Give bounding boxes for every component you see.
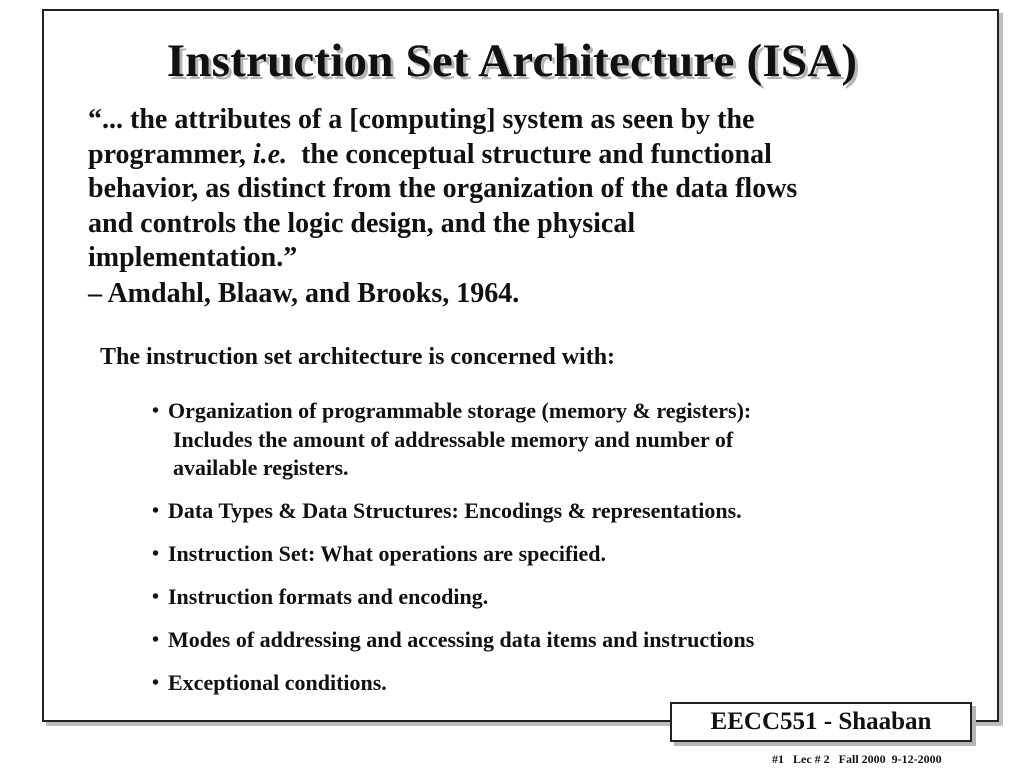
list-item (152, 540, 952, 569)
slide-footer: #1 Lec # 2 Fall 2000 9-12-2000 (772, 752, 942, 766)
list-item (152, 626, 952, 655)
quote-line: behavior, as distinct from the organization of the data flows (88, 173, 798, 204)
bullet-icon: • (152, 400, 160, 422)
bullet-text: Instruction Set: What operations are specified. (168, 541, 606, 566)
list-item (152, 583, 952, 612)
slide-title: Instruction Set Architecture (ISA) (166, 35, 858, 87)
quote-line-prefix: programmer, (88, 138, 246, 170)
bullet-icon: • (152, 629, 160, 651)
list-item (152, 497, 952, 526)
bullet-text: Modes of addressing and accessing data items and instructions (168, 627, 755, 652)
bullet-text: Organization of programmable storage (memory & registers): (168, 398, 752, 423)
quote-line (88, 138, 968, 173)
list-item (152, 397, 952, 483)
bullet-text: Instruction formats and encoding. (168, 584, 489, 609)
bullet-list (152, 397, 952, 712)
list-item (152, 669, 952, 698)
bullet-text: Exceptional conditions. (168, 670, 387, 695)
bullet-icon: • (152, 586, 160, 608)
quote-line: implementation.” (88, 242, 298, 273)
quote-line: “... the attributes of a [computing] system as seen by the (88, 104, 755, 135)
bullet-icon: • (152, 500, 160, 522)
bullet-icon: • (152, 672, 160, 694)
quote-attribution: – Amdahl, Blaaw, and Brooks, 1964. (88, 277, 520, 309)
quote-line: and controls the logic design, and the physical (88, 207, 636, 239)
bullet-subtext: Includes the amount of addressable memory and number of (173, 426, 734, 452)
bullet-icon: • (152, 543, 160, 565)
quote-block (88, 103, 968, 311)
course-badge: EECC551 - Shaaban (670, 702, 972, 742)
quote-italic-abbrev: i.e. (252, 138, 288, 170)
quote-line-rest: the conceptual structure and functional (301, 138, 772, 170)
intro-text: The instruction set architecture is concerned with: (100, 344, 616, 370)
bullet-subtext: available registers. (173, 455, 349, 480)
bullet-text: Data Types & Data Structures: Encodings & representations. (168, 498, 742, 523)
